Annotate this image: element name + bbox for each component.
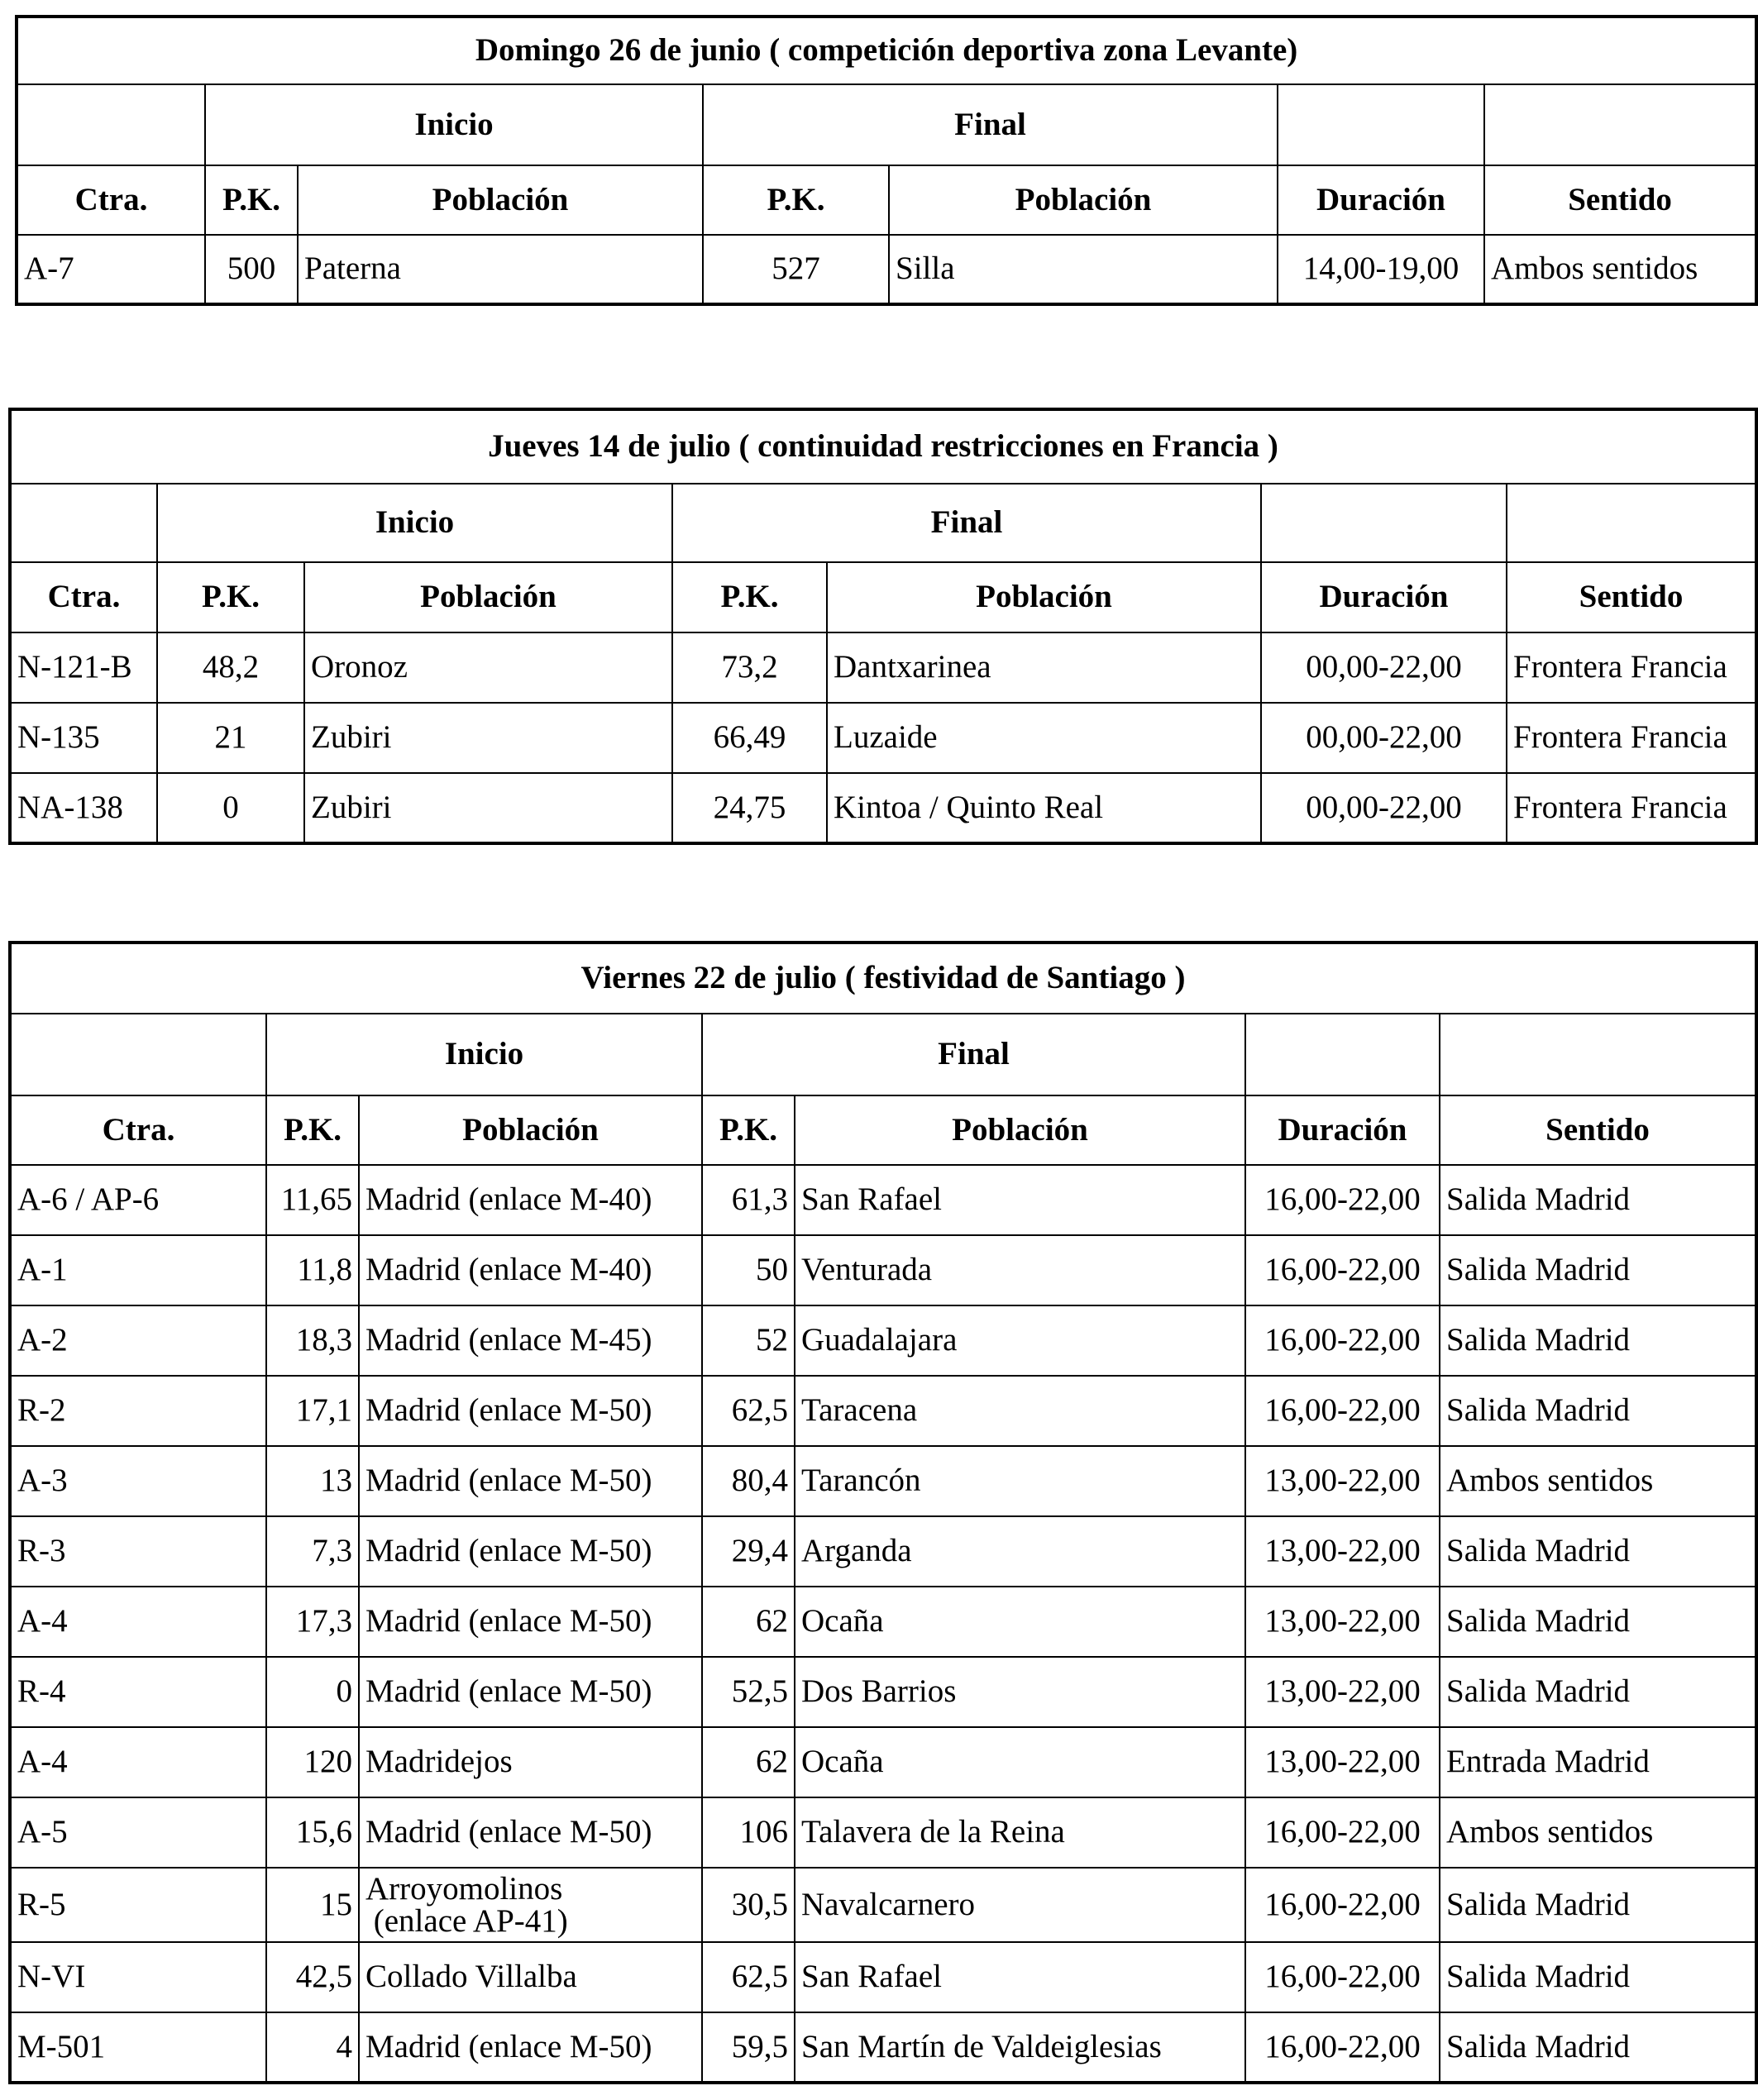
column-header-ctra: Ctra. [10,1095,266,1165]
cell-poblacion-inicio: Zubiri [304,773,672,843]
column-header-sentido: Sentido [1440,1095,1756,1165]
cell-duracion: 16,00-22,00 [1245,1942,1440,2012]
table-row [10,1942,1756,2012]
cell-duracion: 16,00-22,00 [1245,2012,1440,2083]
empty-header-cell [1245,1014,1440,1095]
cell-poblacion-inicio: Collado Villalba [359,1942,702,2012]
cell-pk-final: 66,49 [672,703,827,773]
cell-pk-inicio: 0 [157,773,304,843]
cell-ctra: A-4 [10,1587,266,1657]
cell-duracion: 13,00-22,00 [1245,1516,1440,1587]
cell-ctra: A-5 [10,1797,266,1868]
column-header-pk-inicio: P.K. [157,562,304,632]
cell-ctra: R-2 [10,1376,266,1446]
cell-ctra: A-2 [10,1305,266,1376]
column-header-poblacion-inicio: Población [304,562,672,632]
group-header-final: Final [672,484,1261,562]
cell-ctra: N-VI [10,1942,266,2012]
cell-pk-final: 50 [702,1235,795,1305]
cell-ctra: R-3 [10,1516,266,1587]
cell-poblacion-final: Taracena [795,1376,1245,1446]
cell-duracion: 16,00-22,00 [1245,1376,1440,1446]
column-header-sentido: Sentido [1507,562,1756,632]
table-row [10,1657,1756,1727]
cell-ctra: N-121-B [10,632,157,703]
cell-pk-inicio: 17,3 [266,1587,359,1657]
column-header-pk-final: P.K. [702,1095,795,1165]
empty-header-cell [1440,1014,1756,1095]
cell-sentido: Ambos sentidos [1440,1446,1756,1516]
group-header-final: Final [702,1014,1245,1095]
cell-poblacion-inicio: Zubiri [304,703,672,773]
cell-poblacion-final: San Rafael [795,1165,1245,1235]
cell-pk-inicio: 500 [205,235,298,304]
cell-pk-final: 30,5 [702,1868,795,1942]
cell-pk-final: 62 [702,1587,795,1657]
cell-duracion: 14,00-19,00 [1278,235,1484,304]
cell-ctra: R-4 [10,1657,266,1727]
cell-sentido: Salida Madrid [1440,1305,1756,1376]
table-row [10,1165,1756,1235]
cell-pk-inicio: 15,6 [266,1797,359,1868]
cell-sentido: Salida Madrid [1440,1657,1756,1727]
cell-sentido: Salida Madrid [1440,1235,1756,1305]
cell-sentido: Salida Madrid [1440,1587,1756,1657]
cell-poblacion-inicio: Madridejos [359,1727,702,1797]
cell-pk-final: 62 [702,1727,795,1797]
cell-poblacion-inicio: Madrid (enlace M-50) [359,1657,702,1727]
cell-sentido: Ambos sentidos [1484,235,1756,304]
column-header-pk-inicio: P.K. [266,1095,359,1165]
table-title: Jueves 14 de julio ( continuidad restricciones en Francia ) [10,409,1756,484]
empty-header-cell [1484,84,1756,165]
cell-ctra: M-501 [10,2012,266,2083]
cell-sentido: Frontera Francia [1507,703,1756,773]
table-row [17,235,1756,304]
cell-poblacion-inicio: Madrid (enlace M-40) [359,1165,702,1235]
group-header-final: Final [703,84,1278,165]
cell-poblacion-final: Talavera de la Reina [795,1797,1245,1868]
group-header-inicio: Inicio [157,484,672,562]
cell-duracion: 13,00-22,00 [1245,1446,1440,1516]
cell-pk-final: 61,3 [702,1165,795,1235]
cell-duracion: 16,00-22,00 [1245,1305,1440,1376]
column-header-poblacion-inicio: Población [298,165,703,235]
table-row [10,1516,1756,1587]
cell-sentido: Salida Madrid [1440,1376,1756,1446]
cell-pk-inicio: 4 [266,2012,359,2083]
table-row [10,773,1756,843]
cell-pk-inicio: 15 [266,1868,359,1942]
cell-duracion: 16,00-22,00 [1245,1165,1440,1235]
cell-poblacion-final: Kintoa / Quinto Real [827,773,1261,843]
column-header-duracion: Duración [1261,562,1507,632]
cell-poblacion-inicio: Madrid (enlace M-50) [359,2012,702,2083]
cell-pk-inicio: 120 [266,1727,359,1797]
cell-pk-final: 527 [703,235,889,304]
cell-pk-final: 106 [702,1797,795,1868]
empty-header-cell [10,484,157,562]
cell-pk-final: 80,4 [702,1446,795,1516]
cell-pk-final: 52 [702,1305,795,1376]
cell-sentido: Frontera Francia [1507,632,1756,703]
cell-sentido: Salida Madrid [1440,1165,1756,1235]
cell-pk-inicio: 11,8 [266,1235,359,1305]
cell-duracion: 00,00-22,00 [1261,773,1507,843]
empty-header-cell [1261,484,1507,562]
restriction-table-3 [8,941,1758,2084]
column-header-ctra: Ctra. [10,562,157,632]
cell-duracion: 16,00-22,00 [1245,1235,1440,1305]
cell-poblacion-final: Navalcarnero [795,1868,1245,1942]
cell-poblacion-final: Luzaide [827,703,1261,773]
table-title: Viernes 22 de julio ( festividad de Santiago ) [10,943,1756,1014]
empty-header-cell [10,1014,266,1095]
cell-duracion: 16,00-22,00 [1245,1797,1440,1868]
empty-header-cell [17,84,205,165]
cell-poblacion-inicio: Madrid (enlace M-40) [359,1235,702,1305]
table-title: Domingo 26 de junio ( competición deportiva zona Levante) [17,17,1756,84]
group-header-inicio: Inicio [205,84,703,165]
cell-pk-final: 52,5 [702,1657,795,1727]
column-header-duracion: Duración [1278,165,1484,235]
cell-poblacion-inicio: Arroyomolinos (enlace AP-41) [359,1868,702,1942]
cell-poblacion-final: San Martín de Valdeiglesias [795,2012,1245,2083]
cell-sentido: Frontera Francia [1507,773,1756,843]
empty-header-cell [1278,84,1484,165]
table-row [10,2012,1756,2083]
cell-ctra: A-7 [17,235,205,304]
cell-pk-inicio: 13 [266,1446,359,1516]
cell-poblacion-inicio: Madrid (enlace M-50) [359,1376,702,1446]
cell-poblacion-final: Ocaña [795,1727,1245,1797]
cell-pk-inicio: 17,1 [266,1376,359,1446]
cell-pk-final: 24,75 [672,773,827,843]
cell-poblacion-final: San Rafael [795,1942,1245,2012]
cell-poblacion-inicio: Madrid (enlace M-45) [359,1305,702,1376]
table-row [10,1376,1756,1446]
cell-sentido: Salida Madrid [1440,1942,1756,2012]
cell-poblacion-final: Arganda [795,1516,1245,1587]
table-row [10,1868,1756,1942]
cell-pk-inicio: 48,2 [157,632,304,703]
empty-header-cell [1507,484,1756,562]
table-row [10,1305,1756,1376]
table-row [10,1446,1756,1516]
table-row [10,1587,1756,1657]
group-header-inicio: Inicio [266,1014,702,1095]
cell-sentido: Ambos sentidos [1440,1797,1756,1868]
cell-sentido: Salida Madrid [1440,1516,1756,1587]
column-header-poblacion-final: Población [795,1095,1245,1165]
table-row [10,1727,1756,1797]
cell-poblacion-inicio: Madrid (enlace M-50) [359,1516,702,1587]
cell-poblacion-final: Dantxarinea [827,632,1261,703]
cell-poblacion-final: Guadalajara [795,1305,1245,1376]
cell-pk-inicio: 11,65 [266,1165,359,1235]
cell-poblacion-final: Ocaña [795,1587,1245,1657]
cell-ctra: A-4 [10,1727,266,1797]
cell-pk-final: 62,5 [702,1376,795,1446]
cell-pk-inicio: 18,3 [266,1305,359,1376]
table-row [10,1797,1756,1868]
column-header-sentido: Sentido [1484,165,1756,235]
cell-pk-final: 73,2 [672,632,827,703]
cell-poblacion-final: Venturada [795,1235,1245,1305]
cell-ctra: A-1 [10,1235,266,1305]
cell-duracion: 13,00-22,00 [1245,1587,1440,1657]
cell-poblacion-inicio: Oronoz [304,632,672,703]
restriction-table-1 [15,15,1758,306]
cell-ctra: A-6 / AP-6 [10,1165,266,1235]
column-header-duracion: Duración [1245,1095,1440,1165]
cell-ctra: N-135 [10,703,157,773]
cell-sentido: Salida Madrid [1440,2012,1756,2083]
cell-duracion: 16,00-22,00 [1245,1868,1440,1942]
cell-poblacion-final: Dos Barrios [795,1657,1245,1727]
cell-ctra: R-5 [10,1868,266,1942]
cell-pk-inicio: 0 [266,1657,359,1727]
cell-poblacion-inicio: Madrid (enlace M-50) [359,1587,702,1657]
cell-duracion: 13,00-22,00 [1245,1727,1440,1797]
cell-ctra: A-3 [10,1446,266,1516]
cell-sentido: Salida Madrid [1440,1868,1756,1942]
cell-poblacion-final: Silla [889,235,1278,304]
restriction-table-2 [8,408,1758,845]
column-header-poblacion-final: Población [889,165,1278,235]
table-row [10,632,1756,703]
cell-pk-final: 29,4 [702,1516,795,1587]
cell-poblacion-inicio: Paterna [298,235,703,304]
cell-pk-inicio: 7,3 [266,1516,359,1587]
column-header-poblacion-inicio: Población [359,1095,702,1165]
cell-poblacion-inicio: Madrid (enlace M-50) [359,1797,702,1868]
cell-poblacion-final: Tarancón [795,1446,1245,1516]
cell-pk-final: 62,5 [702,1942,795,2012]
column-header-poblacion-final: Población [827,562,1261,632]
table-row [10,1235,1756,1305]
table-row [10,703,1756,773]
cell-pk-inicio: 21 [157,703,304,773]
cell-sentido: Entrada Madrid [1440,1727,1756,1797]
cell-duracion: 00,00-22,00 [1261,703,1507,773]
column-header-pk-inicio: P.K. [205,165,298,235]
cell-poblacion-inicio: Madrid (enlace M-50) [359,1446,702,1516]
cell-pk-inicio: 42,5 [266,1942,359,2012]
cell-duracion: 00,00-22,00 [1261,632,1507,703]
cell-duracion: 13,00-22,00 [1245,1657,1440,1727]
cell-pk-final: 59,5 [702,2012,795,2083]
column-header-pk-final: P.K. [672,562,827,632]
cell-ctra: NA-138 [10,773,157,843]
column-header-pk-final: P.K. [703,165,889,235]
column-header-ctra: Ctra. [17,165,205,235]
